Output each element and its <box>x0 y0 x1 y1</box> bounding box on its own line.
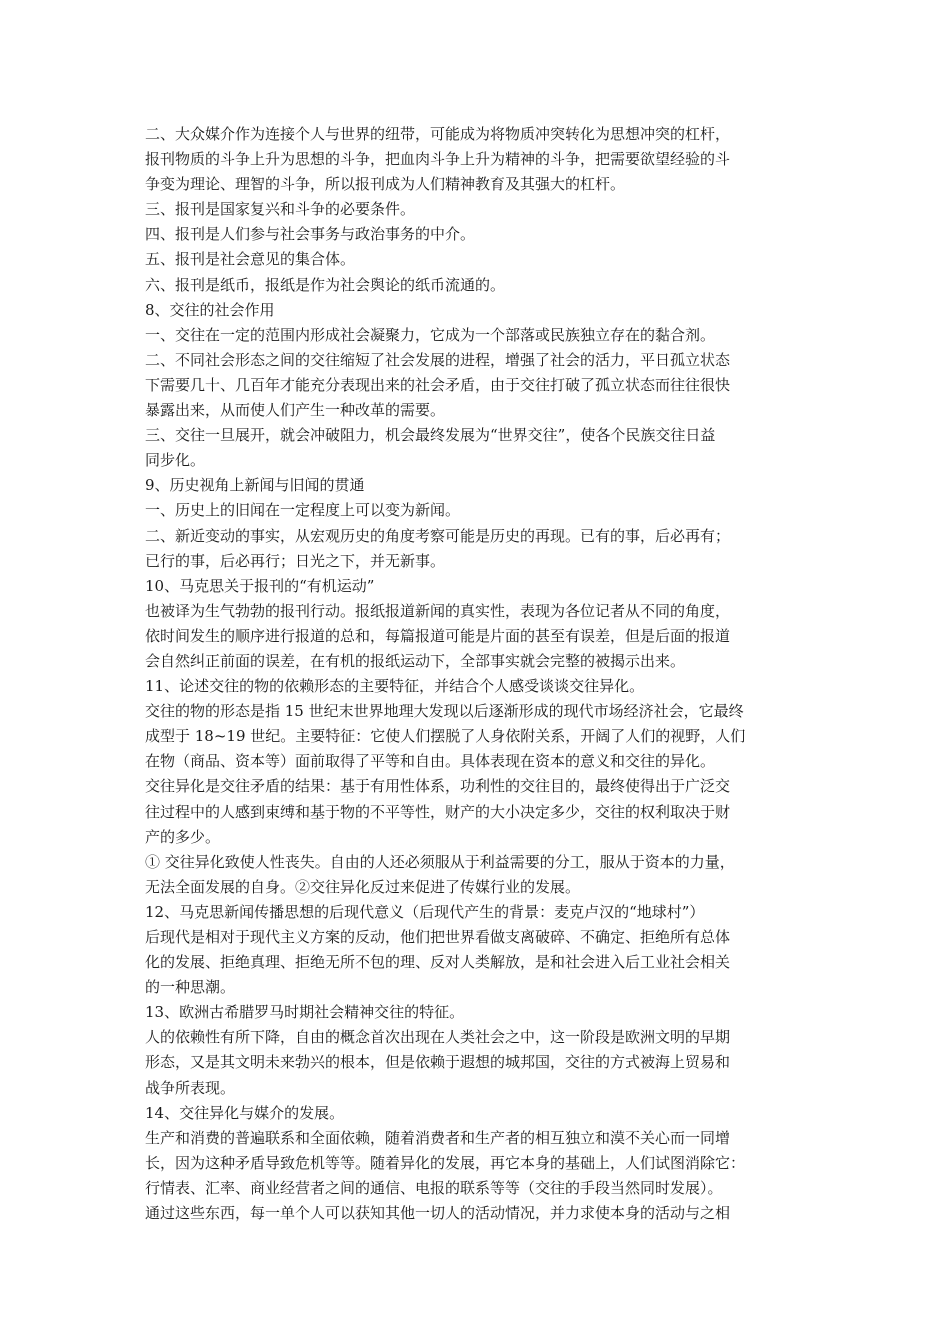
text-line: 二、不同社会形态之间的交往缩短了社会发展的进程，增强了社会的活力，平日孤立状态 <box>145 350 731 369</box>
section-heading: 11、论述交往的物的依赖形态的主要特征，并结合个人感受谈谈交往异化。 <box>145 677 645 696</box>
text-line: 下需要几十、几百年才能充分表现出来的社会矛盾，由于交往打破了孤立状态而往往很快 <box>145 375 731 394</box>
text-line: 二、大众媒介作为连接个人与世界的纽带，可能成为将物质冲突转化为思想冲突的杠杆， <box>145 125 731 143</box>
section-heading: 9、历史视角上新闻与旧闻的贯通 <box>145 476 365 495</box>
text-line: 一、历史上的旧闻在一定程度上可以变为新闻。 <box>145 501 461 520</box>
text-line: 已行的事，后必再行；日光之下，并无新事。 <box>145 551 446 570</box>
text-line: ① 交往异化致使人性丧失。自由的人还必须服从于利益需要的分工，服从于资本的力量， <box>145 852 735 871</box>
text-line: 交往的物的形态是指 15 世纪末世界地理大发现以后逐渐形成的现代市场经济社会，它最终 <box>145 702 744 721</box>
text-line: 依时间发生的顺序进行报道的总和，每篇报道可能是片面的甚至有误差，但是后面的报道 <box>145 626 731 645</box>
text-line: 通过这些东西，每一单个人可以获知其他一切人的活动情况，并力求使本身的活动与之相 <box>145 1204 731 1223</box>
text-line: 六、报刊是纸币，报纸是作为社会舆论的纸币流通的。 <box>145 275 506 294</box>
text-line: 三、报刊是国家复兴和斗争的必要条件。 <box>145 200 416 219</box>
text-line: 一、交往在一定的范围内形成社会凝聚力，它成为一个部落或民族独立存在的黏合剂。 <box>145 325 716 344</box>
text-line: 会自然纠正前面的误差，在有机的报纸运动下，全部事实就会完整的被揭示出来。 <box>145 651 686 670</box>
text-line: 人的依赖性有所下降，自由的概念首次出现在人类社会之中，这一阶段是欧洲文明的早期 <box>145 1028 731 1047</box>
text-line: 也被译为生气勃勃的报刊行动。报纸报道新闻的真实性，表现为各位记者从不同的角度， <box>145 601 731 620</box>
text-line: 暴露出来，从而使人们产生一种改革的需要。 <box>145 401 446 420</box>
text-line: 无法全面发展的自身。②交往异化反过来促进了传媒行业的发展。 <box>145 877 581 896</box>
text-line: 形态，又是其文明未来勃兴的根本，但是依赖于遐想的城邦国，交往的方式被海上贸易和 <box>145 1053 731 1072</box>
section-heading: 10、马克思关于报刊的“有机运动” <box>145 576 375 595</box>
text-line: 产的多少。 <box>145 827 221 846</box>
section-heading: 13、欧洲古希腊罗马时期社会精神交往的特征。 <box>145 1003 465 1022</box>
section-heading: 14、交往异化与媒介的发展。 <box>145 1103 345 1122</box>
text-line: 成型于 18~19 世纪。主要特征：它使人们摆脱了人身依附关系，开阔了人们的视野，人们 <box>145 727 746 746</box>
text-line: 争变为理论、理智的斗争，所以报刊成为人们精神教育及其强大的杠杆。 <box>145 175 626 194</box>
text-line: 三、交往一旦展开，就会冲破阻力，机会最终发展为“世界交往”，使各个民族交往日益 <box>145 426 716 445</box>
text-line: 往过程中的人感到束缚和基于物的不平等性，财产的大小决定多少，交往的权利取决于财 <box>145 802 731 821</box>
text-line: 后现代是相对于现代主义方案的反动，他们把世界看做支离破碎、不确定、拒绝所有总体 <box>145 928 731 946</box>
text-line: 战争所表现。 <box>145 1078 236 1097</box>
text-line: 二、新近变动的事实，从宏观历史的角度考察可能是历史的再现。已有的事，后必再有； <box>145 526 731 545</box>
text-line: 交往异化是交往矛盾的结果：基于有用性体系，功利性的交往目的，最终使得出于广泛交 <box>145 777 731 796</box>
section-heading: 12、马克思新闻传播思想的后现代意义（后现代产生的背景：麦克卢汉的“地球村”） <box>145 902 705 921</box>
text-line: 报刊物质的斗争上升为思想的斗争，把血肉斗争上升为精神的斗争，把需要欲望经验的斗 <box>145 150 731 169</box>
text-line: 生产和消费的普遍联系和全面依赖，随着消费者和生产者的相互独立和漠不关心而一同增 <box>145 1128 731 1147</box>
text-line: 五、报刊是社会意见的集合体。 <box>145 250 356 269</box>
document-body <box>145 122 807 1226</box>
text-line: 同步化。 <box>145 451 206 470</box>
text-line: 化的发展、拒绝真理、拒绝无所不包的理、反对人类解放，是和社会进入后工业社会相关 <box>145 953 731 972</box>
text-line: 四、报刊是人们参与社会事务与政治事务的中介。 <box>145 225 476 244</box>
text-line: 长，因为这种矛盾导致危机等等。随着异化的发展，再它本身的基础上，人们试图消除它： <box>145 1153 746 1172</box>
text-line: 在物（商品、资本等）面前取得了平等和自由。具体表现在资本的意义和交往的异化。 <box>145 752 716 771</box>
text-line: 的一种思潮。 <box>145 978 236 997</box>
section-heading: 8、交往的社会作用 <box>145 300 275 319</box>
text-line: 行情表、汇率、商业经营者之间的通信、电报的联系等等（交往的手段当然同时发展）。 <box>145 1178 723 1197</box>
